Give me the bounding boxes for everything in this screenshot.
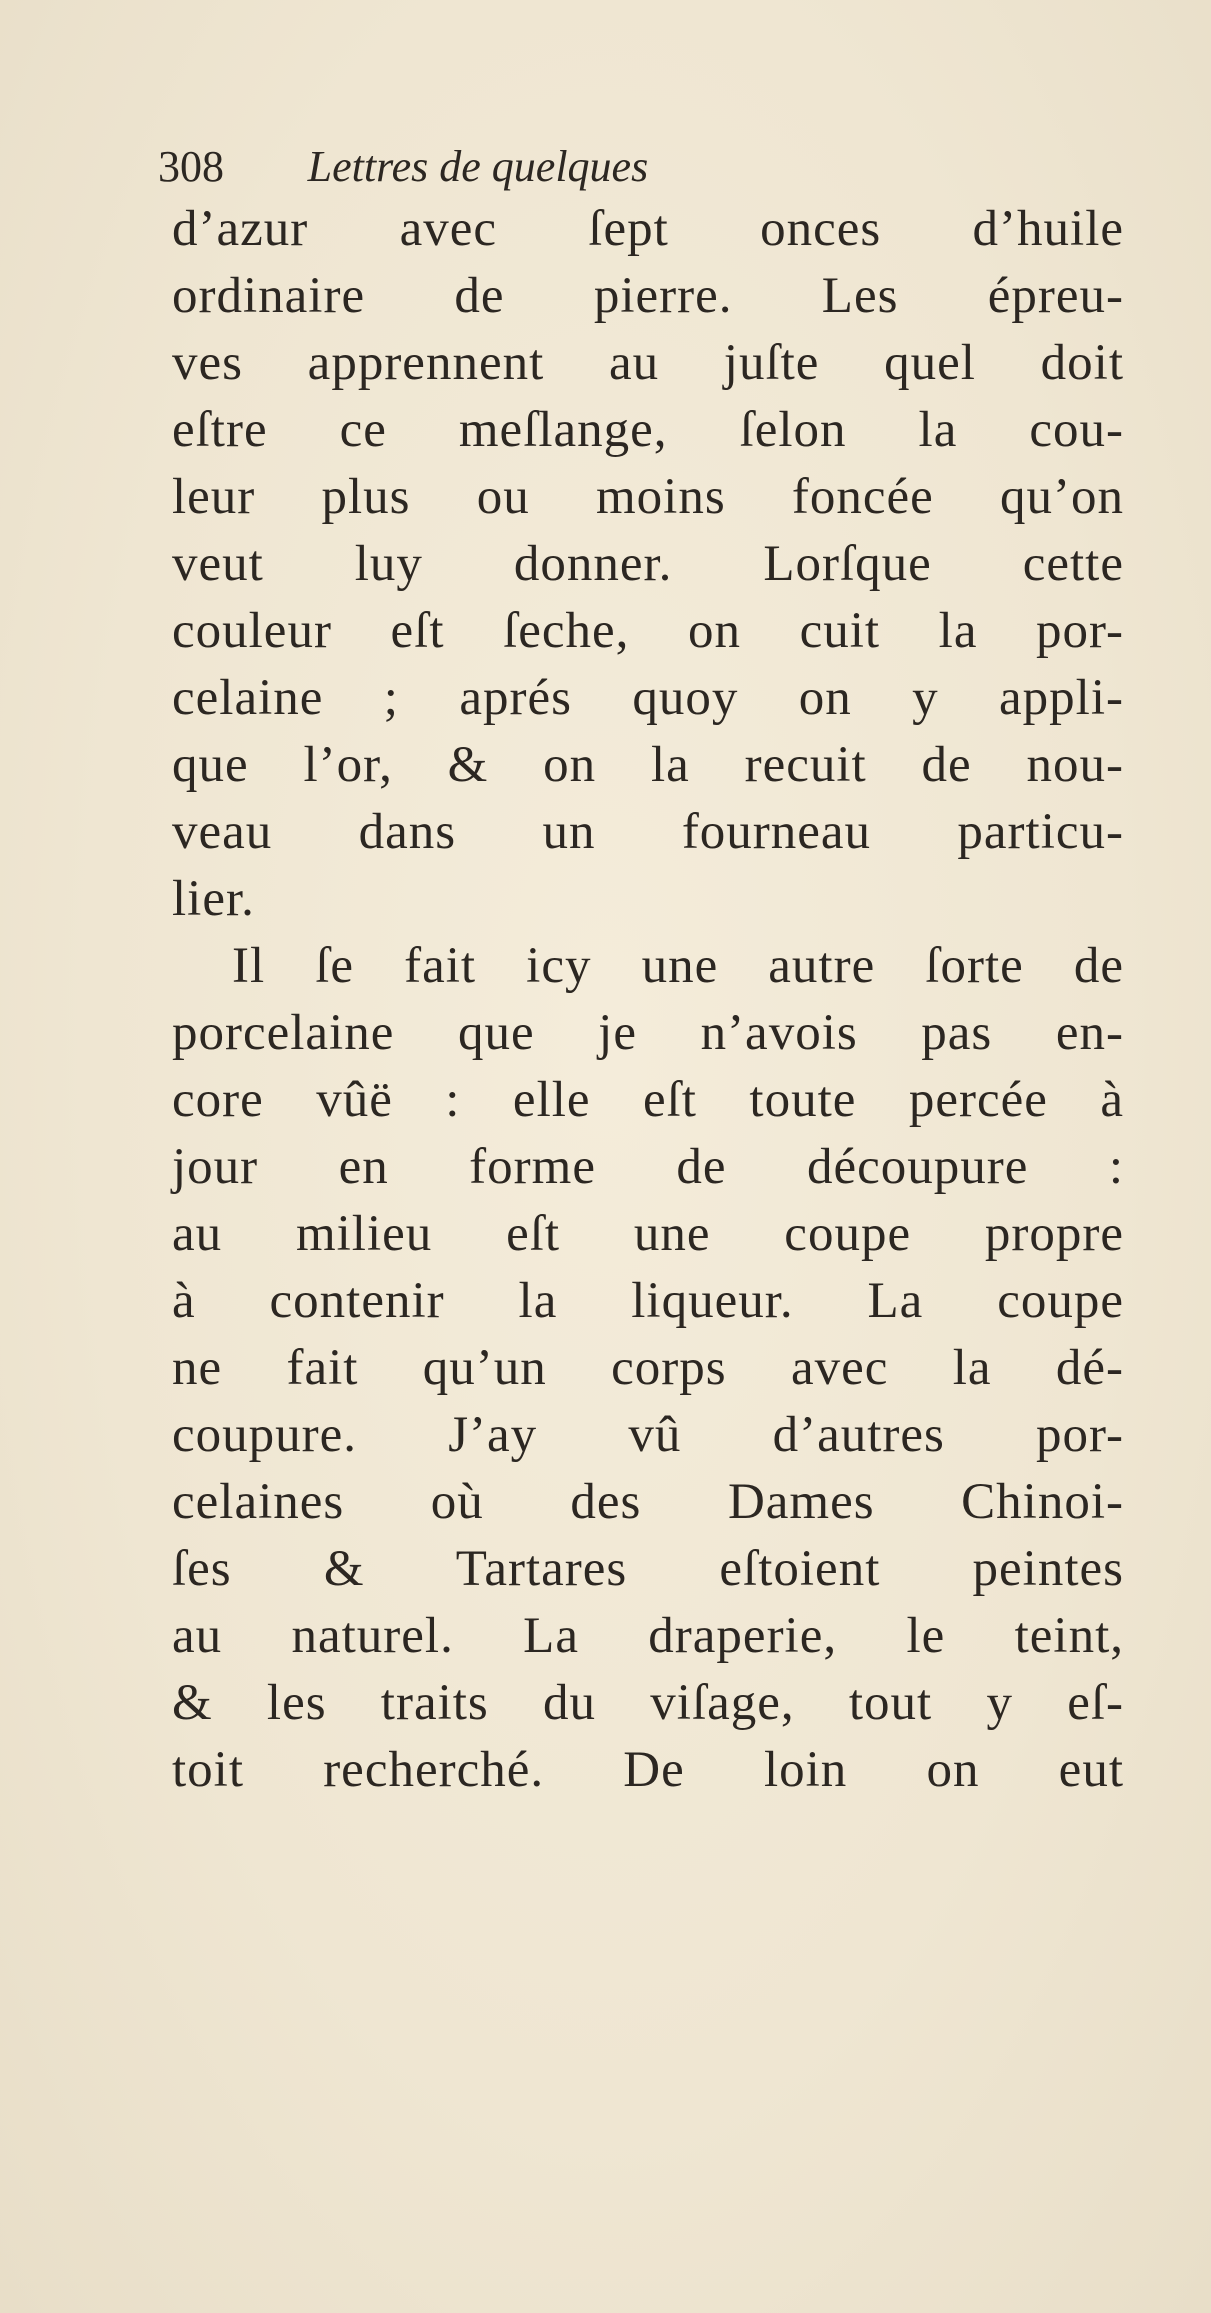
text-line: & les traits du viſage, tout y eſ- [172,1675,1124,1731]
text-line: toit recherché. De loin on eut [172,1742,1124,1798]
text-line: au milieu eſt une coupe propre [172,1206,1124,1262]
text-line: lier. [172,871,255,927]
text-line: eſtre ce meſlange, ſelon la cou- [172,402,1124,458]
text-line: porcelaine que je n’avois pas en- [172,1005,1124,1061]
page-header [158,142,1118,192]
text-line: coupure. J’ay vû d’autres por- [172,1407,1124,1463]
body-text [172,196,1124,1804]
text-line: core vûë : elle eſt toute percée à [172,1072,1124,1128]
text-line: veau dans un fourneau particu- [172,804,1124,860]
text-line: celaine ; aprés quoy on y appli- [172,670,1124,726]
text-line: jour en forme de découpure : [172,1139,1124,1195]
text-line: à contenir la liqueur. La coupe [172,1273,1124,1329]
page-number: 308 [158,142,224,191]
text-line: celaines où des Dames Chinoi- [172,1474,1124,1530]
text-line: ordinaire de pierre. Les épreu- [172,268,1124,324]
paragraph-start-line: Il ſe fait icy une autre ſorte de [232,938,1124,994]
running-title: Lettres de quelques [307,142,649,191]
text-line: veut luy donner. Lorſque cette [172,536,1124,592]
text-line: ſes & Tartares eſtoient peintes [172,1541,1124,1597]
text-line: d’azur avec ſept onces d’huile [172,201,1124,257]
text-line: leur plus ou moins foncée qu’on [172,469,1124,525]
text-line: ne fait qu’un corps avec la dé- [172,1340,1124,1396]
text-line: que l’or, & on la recuit de nou- [172,737,1124,793]
text-line: ves apprennent au juſte quel doit [172,335,1124,391]
text-line: couleur eſt ſeche, on cuit la por- [172,603,1124,659]
text-line: au naturel. La draperie, le teint, [172,1608,1124,1664]
